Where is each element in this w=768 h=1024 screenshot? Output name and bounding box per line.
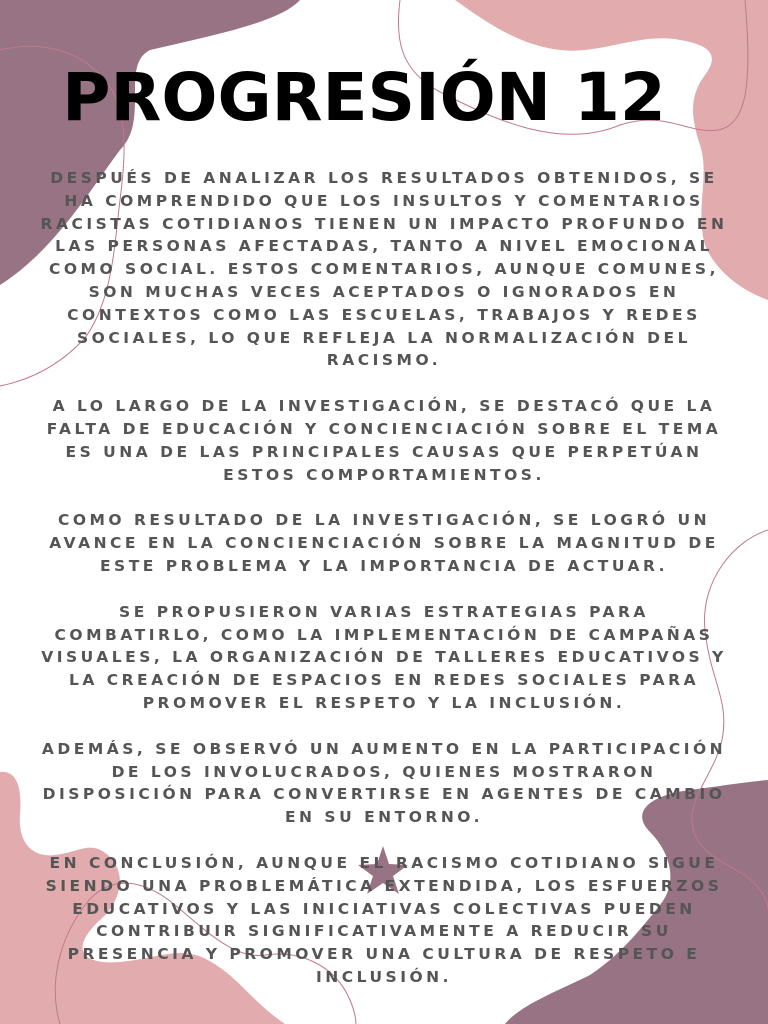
body-text [40,167,728,1012]
paragraph-2: A LO LARGO DE LA INVESTIGACIÓN, SE DESTACÓ QUE LA FALTA DE EDUCACIÓN Y CONCIENCIACIÓN SOBRE EL TEMA ES UNA DE LAS PRINCIPALES CAUSAS QUE PERPETÚAN ESTOS COMPORTAMIENTOS. [46,397,722,484]
paragraph-3: COMO RESULTADO DE LA INVESTIGACIÓN, SE LOGRÓ UN AVANCE EN LA CONCIENCIACIÓN SOBRE LA MAGNITUD DE ESTE PROBLEMA Y LA IMPORTANCIA DE ACTUAR. [49,511,719,575]
paragraph-6: EN CONCLUSIÓN, AUNQUE EL RACISMO COTIDIANO SIGUE SIENDO UNA PROBLEMÁTICA EXTENDIDA, LOS ESFUERZOS EDUCATIVOS Y LAS INICIATIVAS COLECTIVAS PUEDEN CONTRIBUIR SIGNIFICATIVAMENTE A REDUCIR SU PRESENCIA Y PROMOVER UNA CULTURA DE RESPETO E INCLUSIÓN. [45,853,723,986]
paragraph-4: SE PROPUSIERON VARIAS ESTRATEGIAS PARA COMBATIRLO, COMO LA IMPLEMENTACIÓN DE CAMPAÑAS VISUALES, LA ORGANIZACIÓN DE TALLERES EDUCATIVOS Y LA CREACIÓN DE ESPACIOS EN REDES SOCIALES PARA PROMOVER EL RESPETO Y LA INCLUSIÓN. [41,602,727,712]
paragraph-1: DESPUÉS DE ANALIZAR LOS RESULTADOS OBTENIDOS, SE HA COMPRENDIDO QUE LOS INSULTOS Y COMENTARIOS RACISTAS COTIDIANOS TIENEN UN IMPACTO PROFUNDO EN LAS PERSONAS AFECTADAS, TANTO A NIVEL EMOCIONAL COMO SOCIAL. ESTOS COMENTARIOS, AUNQUE COMUNES, SON MUCHAS VECES ACEPTADOS O IGNORADOS EN CONTEXTOS COMO LAS ESCUELAS, TRABAJOS Y REDES SOCIALES, LO QUE REFLEJA LA NORMALIZACIÓN DEL RACISMO. [40,169,728,370]
paragraph-5: ADEMÁS, SE OBSERVÓ UN AUMENTO EN LA PARTICIPACIÓN DE LOS INVOLUCRADOS, QUIENES MOSTRARON DISPOSICIÓN PARA CONVERTIRSE EN AGENTES DE CAMBIO EN SU ENTORNO. [41,739,727,827]
page-title: PROGRESIÓN 12 [62,59,666,136]
